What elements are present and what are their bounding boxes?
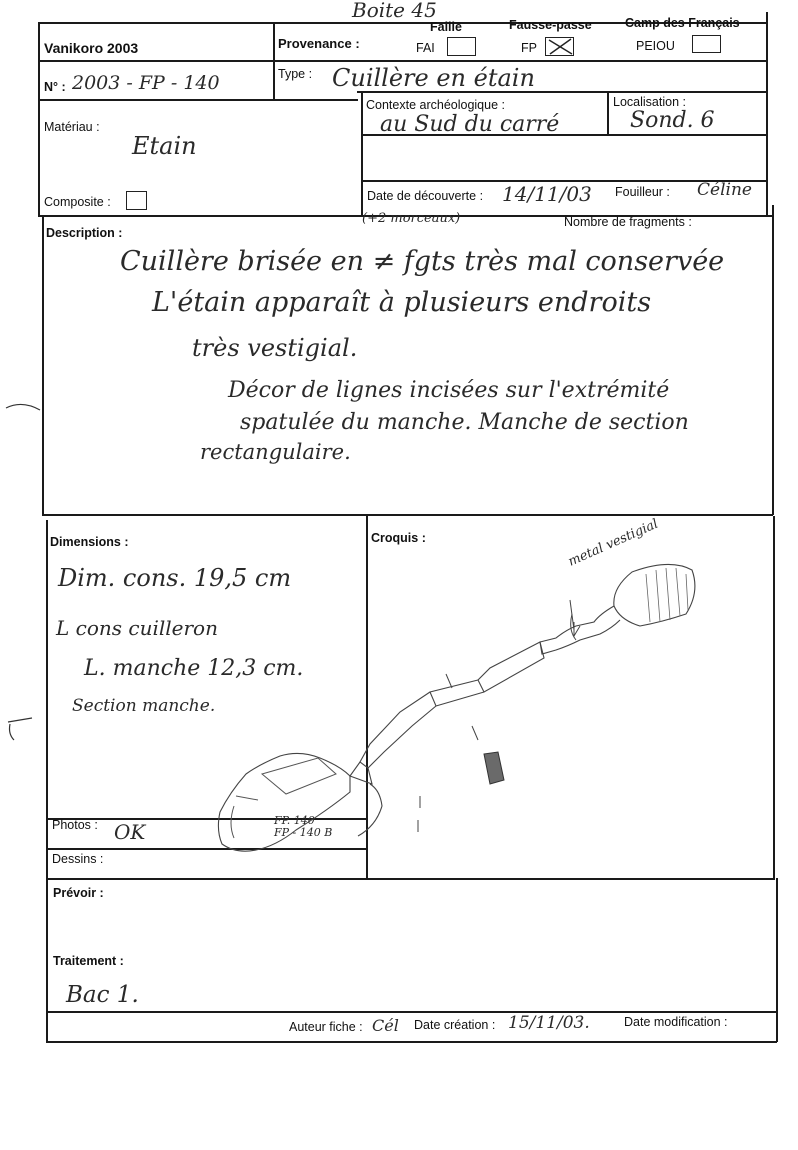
fai-checkbox[interactable] <box>447 37 476 56</box>
margin-mark-upper <box>4 400 44 420</box>
type-value: Cuillère en étain <box>332 64 535 92</box>
peiou-checkbox[interactable] <box>692 35 721 53</box>
photos-value: OK <box>114 820 146 844</box>
top-note: Boite 45 <box>352 0 437 22</box>
fragments-note: (+2 morceaux) <box>362 211 461 226</box>
contexte-value: au Sud du carré <box>380 112 560 137</box>
fai-label: FAI <box>416 41 435 55</box>
date-creation-value: 15/11/03. <box>508 1013 590 1033</box>
fp-check-mark-icon <box>546 38 574 56</box>
description-line-4: Décor de lignes incisées sur l'extrémité <box>228 378 670 403</box>
auteur-value: Cél <box>372 1016 399 1035</box>
nombre-fragments-label: Nombre de fragments : <box>564 215 692 229</box>
peiou-label: PEIOU <box>636 39 675 53</box>
localisation-value: Sond. 6 <box>630 108 715 133</box>
fausse-passe-label: Fausse-passe <box>509 18 592 32</box>
contexte-label: Contexte archéologique : <box>366 98 505 112</box>
date-decouverte-label: Date de découverte : <box>367 189 484 203</box>
materiau-label: Matériau : <box>44 120 100 134</box>
description-line-2: L'étain apparaît à plusieurs endroits <box>152 287 652 318</box>
traitement-label: Traitement : <box>53 954 124 968</box>
localisation-label: Localisation : <box>613 95 686 109</box>
number-label: N° : <box>44 80 66 94</box>
description-line-6: rectangulaire. <box>200 440 351 464</box>
photos-ref-2: FP - 140 B <box>274 826 333 839</box>
dimensions-line-2: L cons cuilleron <box>56 616 218 640</box>
photos-ref-1: FP. 140 <box>274 814 315 827</box>
fouilleur-label: Fouilleur : <box>615 185 670 199</box>
auteur-label: Auteur fiche : <box>289 1020 363 1034</box>
date-decouverte-value: 14/11/03 <box>502 182 592 206</box>
materiau-value: Etain <box>132 132 197 160</box>
date-modification-label: Date modification : <box>624 1015 728 1029</box>
traitement-value: Bac 1. <box>66 982 139 1008</box>
faille-label: Faille <box>430 20 462 34</box>
description-label: Description : <box>46 226 123 240</box>
prevoir-label: Prévoir : <box>53 886 104 900</box>
number-value: 2003 - FP - 140 <box>72 72 220 94</box>
composite-checkbox[interactable] <box>126 191 147 210</box>
date-creation-label: Date création : <box>414 1018 496 1032</box>
fouilleur-value: Céline <box>697 180 752 200</box>
provenance-label: Provenance : <box>278 36 360 51</box>
dimensions-line-1: Dim. cons. 19,5 cm <box>58 564 292 592</box>
croquis-annotation: metal vestigial <box>566 516 661 570</box>
dimensions-label: Dimensions : <box>50 535 129 549</box>
description-line-1: Cuillère brisée en ≠ fgts très mal conservée <box>120 246 725 277</box>
margin-mark-lower <box>2 714 42 744</box>
fp-checkbox[interactable] <box>545 37 574 56</box>
dimensions-line-4: Section manche. <box>72 696 216 716</box>
description-line-5: spatulée du manche. Manche de section <box>240 410 689 435</box>
dimensions-line-3: L. manche 12,3 cm. <box>84 656 304 681</box>
composite-label: Composite : <box>44 195 111 209</box>
fp-label: FP <box>521 41 537 55</box>
croquis-label: Croquis : <box>371 531 426 545</box>
site-title: Vanikoro 2003 <box>44 40 139 56</box>
type-label: Type : <box>278 67 313 81</box>
photos-label: Photos : <box>52 818 98 832</box>
camp-label: Camp des Français <box>625 16 740 30</box>
dessins-label: Dessins : <box>52 852 104 866</box>
description-line-3: très vestigial. <box>192 334 358 362</box>
